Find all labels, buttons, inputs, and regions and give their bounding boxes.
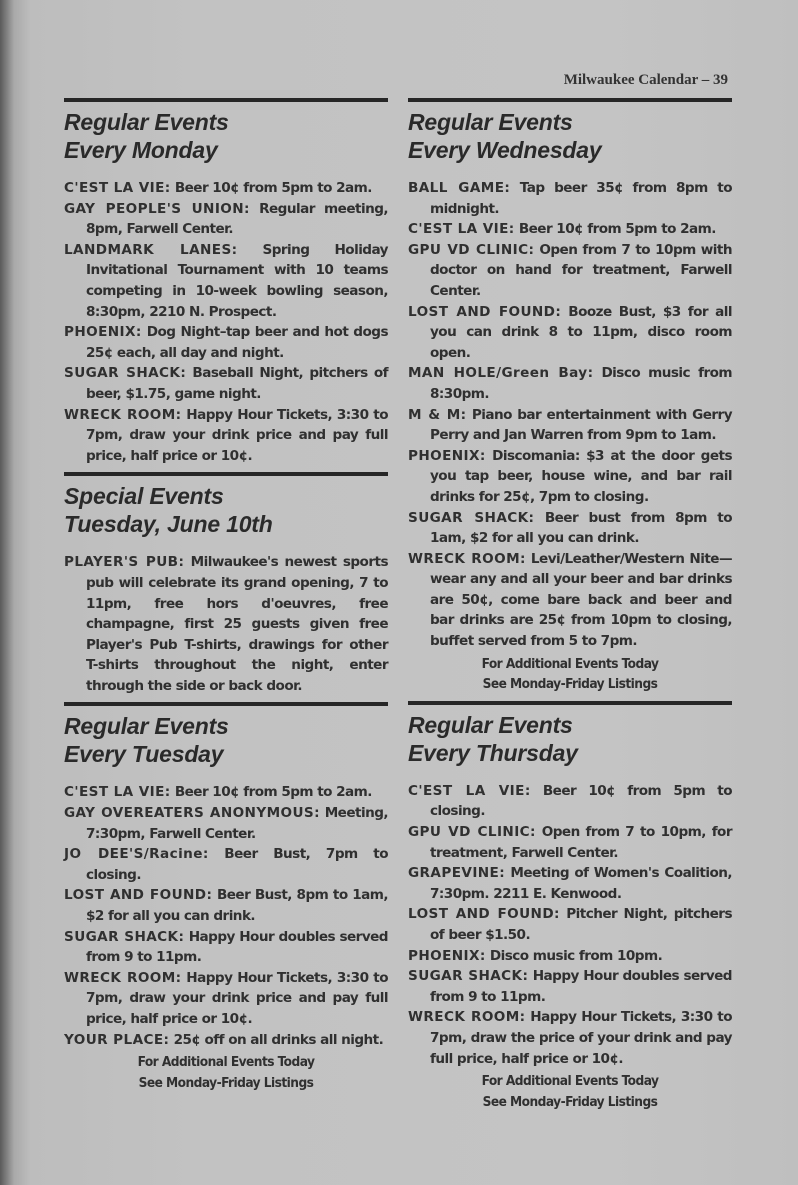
event-entry [408,446,732,508]
event-description: Happy Hour Tickets, 3:30 to 7pm, draw your drink price and pay full price, half price or 10¢. [86,969,388,1027]
venue-name: LOST AND FOUND: [408,303,562,320]
event-entry [408,549,732,652]
event-description: Regular meeting, 8pm, Farwell Center. [86,200,388,238]
event-entry [408,405,732,446]
venue-name: GAY OVEREATERS ANONYMOUS: [64,805,320,822]
heading-line: Regular Events [408,109,573,135]
entry-list [64,552,388,696]
venue-name: GPU VD CLINIC: [408,824,536,841]
event-entry [408,1007,732,1069]
event-description: Dog Night–tap beer and hot dogs 25¢ each, all day and night. [86,324,388,361]
event-description: Piano bar entertainment with Gerry Perry and Jan Warren from 9pm to 1am. [430,406,733,444]
event-entry [408,178,732,219]
event-entry [408,508,732,549]
entry-list [64,782,388,1050]
venue-name: LOST AND FOUND: [408,906,560,923]
wednesday-section [408,98,732,695]
section-heading [64,108,388,164]
event-description: Milwaukee's newest sports pub will celebrate its grand opening, 7 to 11pm, free hors d'oeuvres, free champagne, first 25 guests given free Player's Pub T-shirts, drawings for other T-shirts throughout the night, enter through the side or back door. [86,554,388,694]
venue-name: WRECK ROOM: [408,550,526,567]
entry-list [408,781,732,1069]
left-column [64,98,388,1099]
note-line: See Monday-Friday Listings [482,1093,658,1110]
event-description: Disco music from 10pm. [485,947,663,964]
venue-name: C'EST LA VIE: [64,784,171,801]
venue-name: WRECK ROOM: [64,969,182,986]
heading-line: Every Tuesday [64,741,224,768]
event-description: Beer bust from 8pm to 1am, $2 for all you can drink. [430,509,732,547]
entry-list [408,178,732,652]
event-description: Happy Hour doubles served from 9 to 11pm. [430,968,732,1005]
heading-line: Regular Events [64,109,229,135]
event-entry [64,199,388,240]
venue-name: SUGAR SHACK: [64,365,187,382]
venue-name: SUGAR SHACK: [408,509,535,526]
event-entry [64,178,388,199]
venue-name: M & M: [408,406,467,423]
venue-name: C'EST LA VIE: [64,180,171,196]
event-entry [408,240,732,302]
venue-name: GPU VD CLINIC: [408,241,535,258]
section-heading [408,108,732,164]
event-description: 25¢ off on all drinks all night. [169,1031,384,1048]
event-description: Beer Bust, 7pm to closing. [86,846,388,883]
event-description: Beer 10¢ from 5pm to 2am. [514,221,716,238]
event-entry [64,1030,388,1051]
event-entry [408,966,732,1007]
heading-line: Every Monday [64,137,218,163]
venue-name: WRECK ROOM: [408,1009,526,1026]
event-description: Happy Hour Tickets, 3:30 to 7pm, draw the price of your drink and pay full price, half price or 10¢. [430,1009,732,1067]
event-entry [408,822,732,863]
heading-line: Every Thursday [408,739,578,766]
section-rule [408,701,732,705]
event-description: Beer 10¢ from 5pm to 2am. [170,180,372,196]
venue-name: PHOENIX: [408,447,486,464]
section-heading [64,712,388,768]
heading-line: Regular Events [64,713,229,740]
venue-name: LOST AND FOUND: [64,887,213,904]
event-entry [408,781,732,822]
heading-line: Special Events [64,483,224,510]
venue-name: BALL GAME: [408,180,511,196]
entry-list [64,178,388,466]
event-description: Open from 7 to 10pm, for treatment, Farwell Center. [430,824,732,861]
page-header: Milwaukee Calendar – 39 [563,72,728,88]
venue-name: PHOENIX: [64,324,142,341]
tuesday-section [64,702,388,1093]
event-description: Baseball Night, pitchers of beer, $1.75, game night. [86,365,388,402]
event-description: Open from 7 to 10pm with doctor on hand for treatment, Farwell Center. [430,241,732,299]
event-description: Beer 10¢ from 5pm to 2am. [170,784,372,801]
heading-line: Regular Events [408,711,573,738]
event-entry [64,844,388,885]
event-entry [408,363,732,404]
event-entry [408,946,732,967]
venue-name: LANDMARK LANES: [64,241,238,258]
note-line: For Additional Events Today [481,655,659,672]
venue-name: YOUR PLACE: [64,1031,170,1048]
section-rule [64,702,388,706]
venue-name: PHOENIX: [408,947,486,964]
event-description: Booze Bust, $3 for all you can drink 8 to 11pm, disco room open. [430,303,732,361]
event-entry [408,863,732,904]
section-rule [64,472,388,476]
event-entry [408,904,732,945]
note-line: See Monday-Friday Listings [138,1074,314,1091]
event-entry [64,405,388,467]
event-description: Meeting, 7:30pm, Farwell Center. [86,805,388,842]
venue-name: C'EST LA VIE: [408,782,531,799]
event-entry [408,302,732,364]
event-entry [64,363,388,404]
event-entry [64,552,388,696]
additional-events-note [408,1071,732,1112]
event-description: Disco music from 8:30pm. [430,365,732,402]
event-entry [64,885,388,926]
special-section [64,472,388,696]
venue-name: SUGAR SHACK: [408,968,529,985]
event-description: Discomania: $3 at the door gets you tap beer, house wine, and bar rail drinks for 25¢, 7pm to closing. [430,447,732,505]
venue-name: GRAPEVINE: [408,865,506,882]
note-line: See Monday-Friday Listings [482,676,658,693]
event-description: Beer Bust, 8pm to 1am, $2 for all you can drink. [86,887,388,925]
event-entry [64,322,388,363]
venue-name: GAY PEOPLE'S UNION: [64,200,250,217]
event-description: Happy Hour doubles served from 9 to 11pm. [86,928,388,966]
section-heading [408,711,732,767]
monday-section [64,98,388,466]
additional-events-note [64,1052,388,1093]
event-entry [408,219,732,240]
event-description: Levi/Leather/Western Nite—wear any and all your beer and bar drinks are 50¢, come bare back and beer and bar drinks are 25¢ from 10pm to closing, buffet served from 5 to 7pm. [430,550,733,650]
section-heading [64,482,388,538]
venue-name: SUGAR SHACK: [64,928,185,945]
event-entry [64,240,388,322]
heading-line: Every Wednesday [408,137,602,163]
note-line: For Additional Events Today [137,1054,315,1071]
event-description: Meeting of Women's Coalition, 7:30pm. 2211 E. Kenwood. [430,865,732,902]
event-entry [64,927,388,968]
venue-name: MAN HOLE/Green Bay: [408,365,594,382]
note-line: For Additional Events Today [481,1073,659,1090]
event-description: Happy Hour Tickets, 3:30 to 7pm, draw your drink price and pay full price, half price or 10¢. [86,406,388,464]
event-description: Beer 10¢ from 5pm to closing. [430,782,732,820]
venue-name: PLAYER'S PUB: [64,554,185,571]
section-rule [64,98,388,102]
event-entry [64,803,388,844]
event-entry [64,782,388,803]
heading-line: Tuesday, June 10th [64,511,273,538]
thursday-section [408,701,732,1113]
venue-name: C'EST LA VIE: [408,221,515,238]
event-entry [64,968,388,1030]
event-description: Tap beer 35¢ from 8pm to midnight. [430,180,732,217]
section-rule [408,98,732,102]
additional-events-note [408,654,732,695]
event-description: Spring Holiday Invitational Tournament with 10 teams competing in 10-week bowling season, 8:30pm, 2210 N. Prospect. [86,241,388,320]
event-description: Pitcher Night, pitchers of beer $1.50. [430,906,732,943]
venue-name: WRECK ROOM: [64,406,182,423]
right-column [408,98,732,1118]
venue-name: JO DEE'S/Racine: [64,846,209,863]
